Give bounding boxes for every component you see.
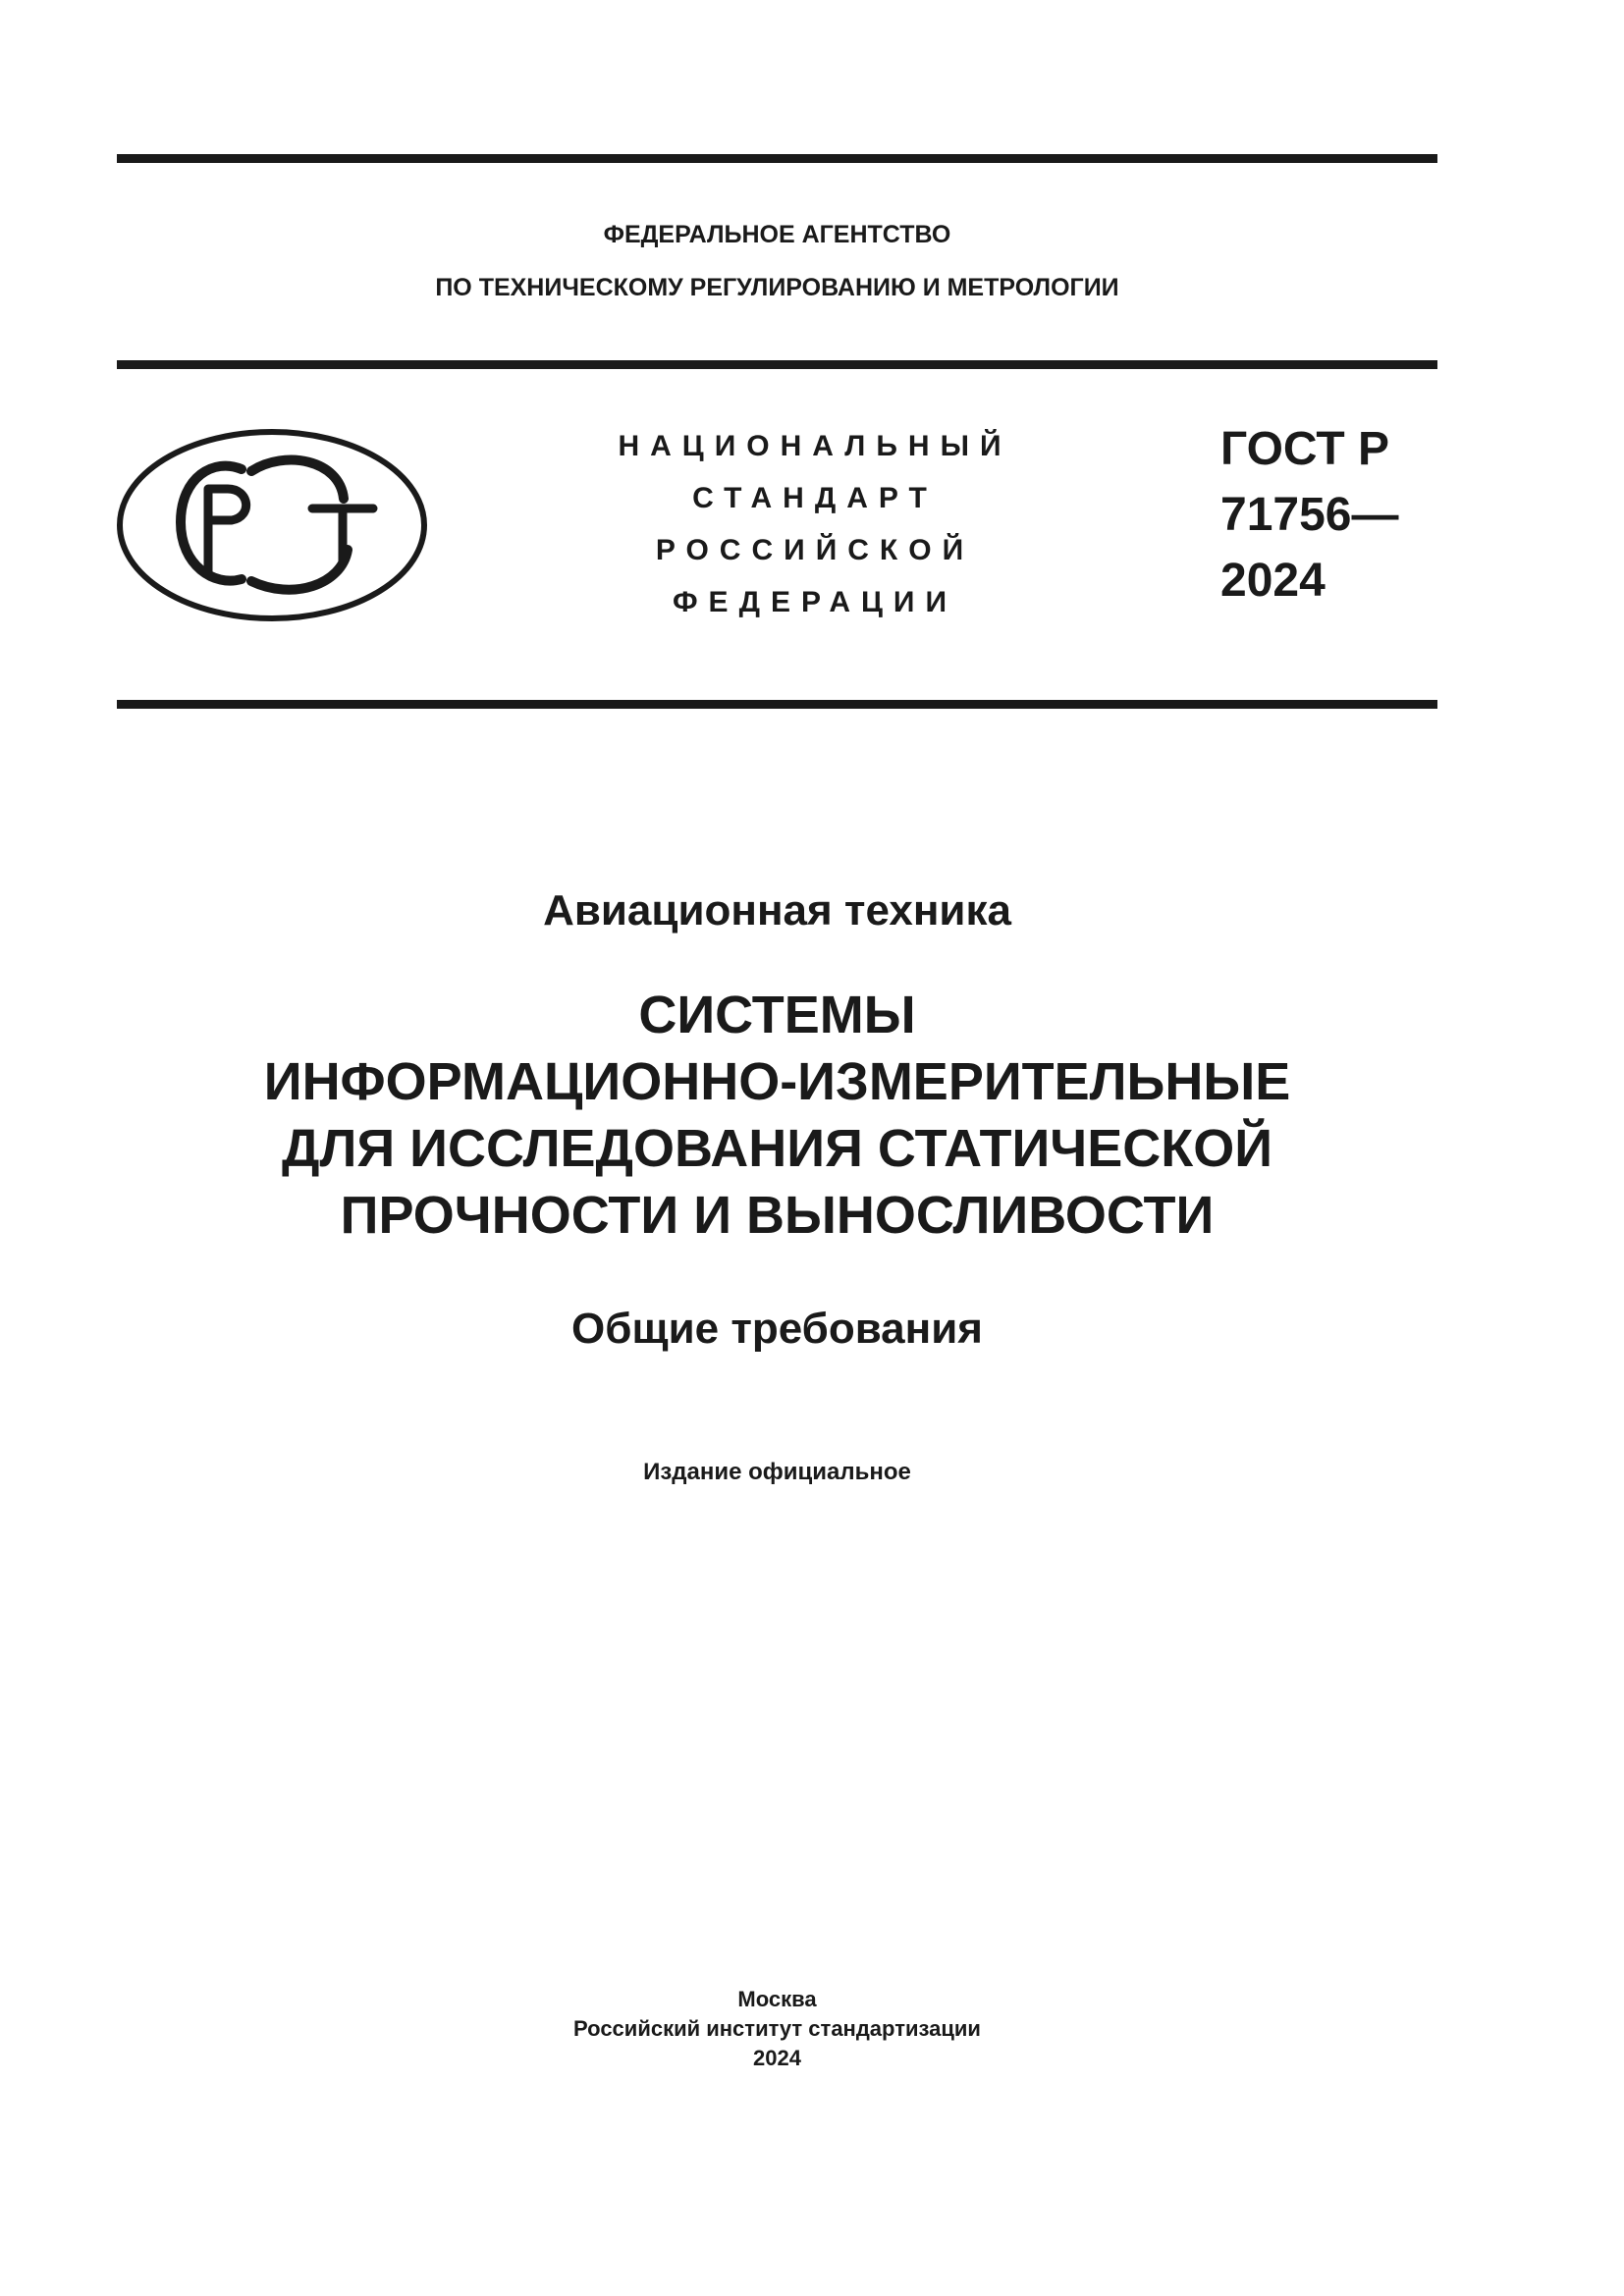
agency-bottom-rule [117,360,1437,369]
document-subtitle: Общие требования [571,1305,983,1353]
document-subject: Авиационная техника [543,886,1011,934]
main-title-line-3: ДЛЯ ИССЛЕДОВАНИЯ СТАТИЧЕСКОЙ [281,1119,1273,1178]
national-standard-label [589,420,1041,628]
publisher-name: Российский институт стандартизации [573,2016,981,2041]
publication-year: 2024 [753,2046,801,2070]
publisher-block [117,1985,1437,2073]
standard-label-line-2: СТАНДАРТ [692,482,938,514]
main-title-line-4: ПРОЧНОСТИ И ВЫНОСЛИВОСТИ [340,1186,1215,1245]
main-title-line-2: ИНФОРМАЦИОННО-ИЗМЕРИТЕЛЬНЫЕ [263,1052,1291,1111]
agency-line-1: ФЕДЕРАЛЬНОЕ АГЕНТСТВО [603,221,951,248]
rst-conformity-mark-icon [116,428,428,622]
main-title-line-1: СИСТЕМЫ [638,986,916,1044]
gost-designation [1220,416,1398,614]
edition-note: Издание официальное [643,1459,911,1485]
gost-line-2: 71756— [1220,489,1399,541]
gost-line-1: ГОСТ Р [1220,423,1390,475]
publisher-city: Москва [737,1987,817,2011]
agency-header [117,208,1437,314]
document-main-title [117,982,1437,1249]
agency-line-2: ПО ТЕХНИЧЕСКОМУ РЕГУЛИРОВАНИЮ И МЕТРОЛОГИИ [435,274,1119,301]
standard-bottom-rule [117,700,1437,709]
standard-label-line-4: ФЕДЕРАЦИИ [672,586,958,618]
gost-line-3: 2024 [1220,555,1326,607]
standard-label-line-1: НАЦИОНАЛЬНЫЙ [618,430,1012,462]
standard-label-line-3: РОССИЙСКОЙ [655,534,975,566]
top-rule [117,154,1437,163]
